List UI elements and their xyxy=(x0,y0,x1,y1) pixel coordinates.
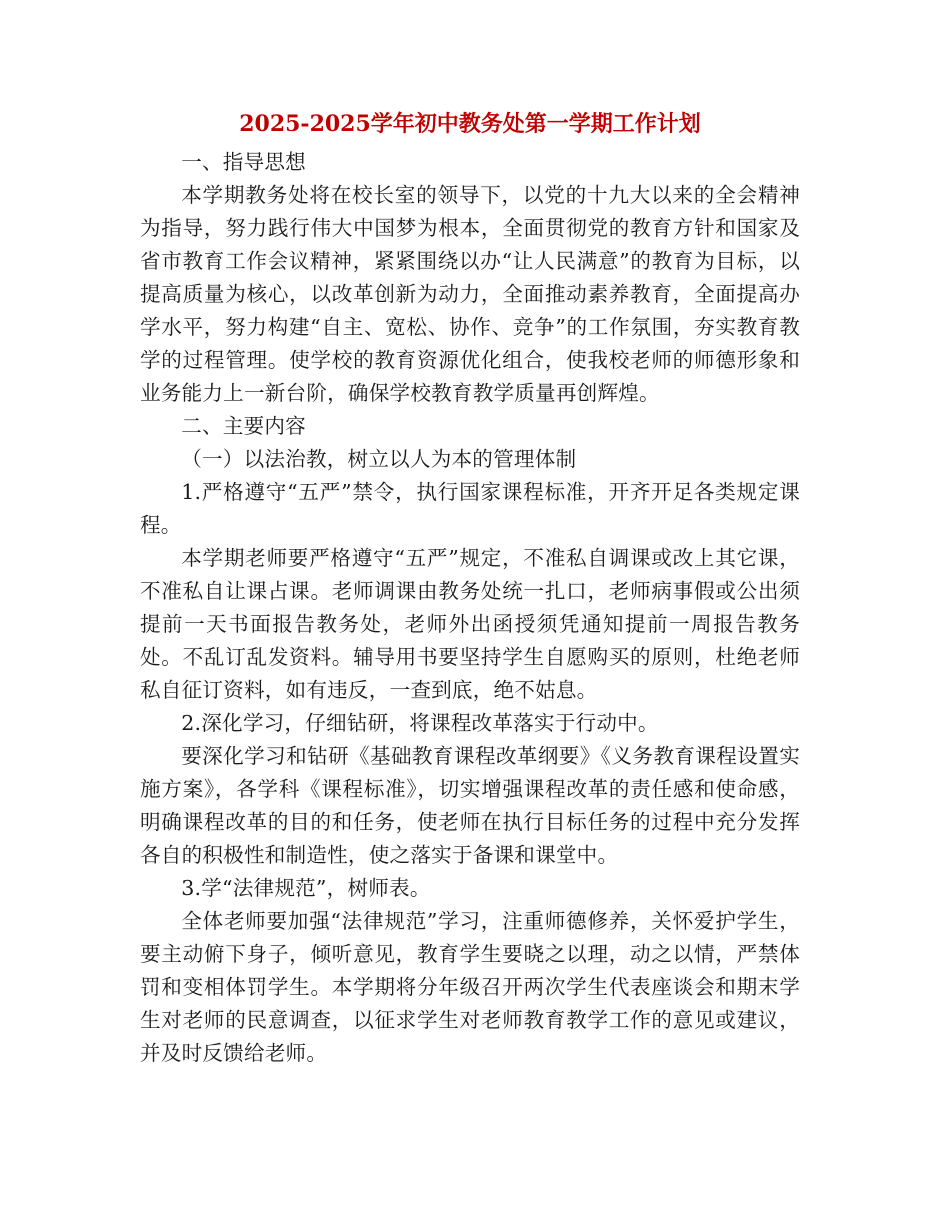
heading-main-content: 二、主要内容 xyxy=(181,414,306,438)
item-2-heading: 2.深化学习，仔细钻研，将课程改革落实于行动中。 xyxy=(181,711,659,735)
item-3-paragraph: 全体老师要加强“法律规范”学习，注重师德修养，关怀爱护学生，要主动俯下身子，倾听意见，教育学生要晓之以理，动之以情，严禁体罚和变相体罚学生。本学期将分年级召开两次学生代表座谈会和期末学生对老师的民意调查，以征求学生对老师教育教学工作的意见或建议，并及时反馈给老师。 xyxy=(140,909,800,1065)
paragraph-guiding-thought: 本学期教务处将在校长室的领导下，以党的十九大以来的全会精神为指导，努力践行伟大中国梦为根本，全面贯彻党的教育方针和国家及省市教育工作会议精神，紧紧围绕以办“让人民满意”的教育为目标，以提高质量为核心，以改革创新为动力，全面推动素养教育，全面提高办学水平，努力构建“自主、宽松、协作、竞争”的工作氛围，夯实教育教学的过程管理。使学校的教育资源优化组合，使我校老师的师德形象和业务能力上一新台阶，确保学校教育教学质量再创辉煌。 xyxy=(140,183,800,405)
item-1-paragraph: 本学期老师要严格遵守“五严”规定，不准私自调课或改上其它课，不准私自让课占课。老师调课由教务处统一扎口，老师病事假或公出须提前一天书面报告教务处，老师外出函授须凭通知提前一周报告教务处。不乱订乱发资料。辅导用书要坚持学生自愿购买的原则，杜绝老师私自征订资料，如有违反，一查到底，绝不姑息。 xyxy=(140,546,800,702)
document-page xyxy=(140,108,800,1070)
subheading-rule-of-law: （一）以法治教，树立以人为本的管理体制 xyxy=(181,447,577,471)
item-1-heading: 1.严格遵守“五严”禁令，执行国家课程标准，开齐开足各类规定课程。 xyxy=(140,480,800,537)
heading-guiding-thought: 一、指导思想 xyxy=(181,150,306,174)
item-3-heading: 3.学“法律规范”，树师表。 xyxy=(181,876,431,900)
item-2-paragraph: 要深化学习和钻研《基础教育课程改革纲要》《义务教育课程设置实施方案》，各学科《课程标准》，切实增强课程改革的责任感和使命感，明确课程改革的目的和任务，使老师在执行目标任务的过程中充分发挥各自的积极性和制造性，使之落实于备课和课堂中。 xyxy=(140,744,800,867)
document-title: 2025-2025学年初中教务处第一学期工作计划 xyxy=(239,111,701,137)
